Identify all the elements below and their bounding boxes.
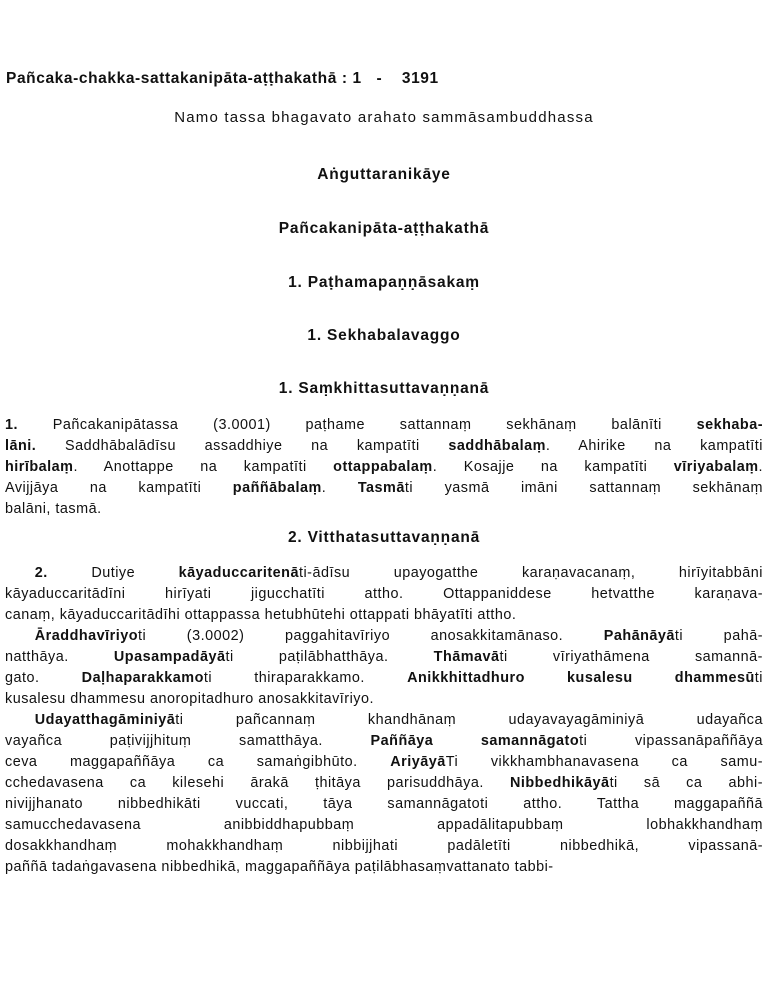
bold-term: Nibbedhikāyā [509,775,610,791]
text-run: kusalesu dhammesu anoropitadhuro anosakkitavīriyo. [5,691,374,707]
text-run: kāyaduccaritādīni hirīyati jigucchatīti attho. Ottappaniddese hetvatthe karaṇava- [5,586,763,602]
text-run: balāni, tasmā. [5,501,102,517]
text-run: ti-ādīsu upayogatthe karaṇavacanaṃ, hirīyitabbāni [298,565,763,581]
running-header: Pañcaka-chakka-sattakanipāta-aṭṭhakathā : 1 - 3191 [6,70,439,87]
paragraph-sutta-2 [5,563,763,878]
bold-term: kāyaduccaritenā [178,565,299,581]
bold-term: 2. [34,565,48,581]
text-line [5,563,763,584]
text-line [5,499,763,520]
text-run: . [758,459,763,475]
text-line [5,815,763,836]
text-run: ti paṭilābhatthāya. [225,649,434,665]
text-run: Dutiye [47,565,179,581]
bold-term: sekhaba- [696,417,763,433]
text-run: samucchedavasena anibbiddhapubbaṃ appadālitapubbaṃ lobhakkhandhaṃ [5,817,763,833]
text-run: . [321,480,358,496]
bold-term: Ariyāyā [390,754,446,770]
text-run: vayañca paṭivijjhituṃ samatthāya. [5,733,371,749]
bold-term: 1. [5,417,53,433]
text-run: ti vīriyathāmena samannā- [499,649,763,665]
text-line [5,457,763,478]
text-run: ti pañcannaṃ khandhānaṃ udayavayagāminiyā udayañca [175,712,763,728]
text-line [5,731,763,752]
book-title: Pañcakanipāta-aṭṭhakathā [278,220,490,237]
text-run: Pañcakanipātassa (3.0001) paṭhame sattannaṃ sekhānaṃ balānīti [52,417,697,433]
text-line [5,710,763,731]
text-line [5,794,763,815]
text-line [5,773,763,794]
bold-term: ottappabalaṃ [333,459,433,475]
text-run: ti pahā- [674,628,763,644]
bold-term: Pahānāyā [603,628,675,644]
text-run: gato. [5,670,82,686]
text-run [5,565,35,581]
text-line [5,836,763,857]
bold-term: saddhābalaṃ [448,438,546,454]
text-run: Avijjāya na kampatīti [5,480,233,496]
text-line [5,689,763,710]
text-line [5,752,763,773]
text-run: ti (3.0002) paggahitavīriyo anosakkitamānaso. [138,628,604,644]
bold-term: Upasampadāyā [113,649,226,665]
bold-term: Daḷhaparakkamo [81,670,204,686]
bold-term: Tasmā [357,480,405,496]
bold-term: paññābalaṃ [232,480,322,496]
text-line [5,647,763,668]
text-line [5,857,763,878]
bold-term: Thāmavā [433,649,500,665]
text-run: nivijjhanato nibbedhikāti vuccati, tāya samannāgatoti attho. Tattha maggapaññā [5,796,763,812]
text-line [5,436,763,457]
vagga-title: 1. Sekhabalavaggo [307,327,461,344]
text-run: ti sā ca abhi- [609,775,763,791]
bold-term: Udayatthagāminiyā [34,712,176,728]
text-run: . Anottappe na kampatīti [73,459,334,475]
text-run: Saddhābalādīsu assaddhiye na kampatīti [36,438,449,454]
bold-term: hirībalaṃ [5,459,74,475]
text-run: ceva maggapaññāya ca samaṅgibhūto. [5,754,391,770]
sutta-2-title: 2. Vitthatasuttavaṇṇanā [287,529,481,546]
text-run [5,628,35,644]
text-line [5,415,763,436]
text-run: . Kosajje na kampatīti [432,459,674,475]
bold-term: vīriyabalaṃ [673,459,759,475]
text-line [5,478,763,499]
text-run: Ti vikkhambhanavasena ca samu- [445,754,763,770]
text-run: natthāya. [5,649,114,665]
sutta-1-title: 1. Saṃkhittasuttavaṇṇanā [278,380,490,397]
text-run: cchedavasena ca kilesehi ārakā ṭhitāya parisuddhāya. [5,775,510,791]
section-title: 1. Paṭhamapaṇṇāsakaṃ [288,274,480,291]
collection-title: Aṅguttaranikāye [317,166,451,183]
text-line [5,668,763,689]
bold-term: Āraddhavīriyo [34,628,139,644]
text-run: ti yasmā imāni sattannaṃ sekhānaṃ [404,480,763,496]
text-line [5,584,763,605]
text-line [5,626,763,647]
text-run: ti vipassanāpaññāya [579,733,763,749]
bold-term: Anikkhittadhuro kusalesu dhammesū [407,670,755,686]
text-run: paññā tadaṅgavasena nibbedhikā, maggapaññāya paṭilābhasaṃvattanato tabbi- [5,859,554,875]
text-line [5,605,763,626]
text-run: canaṃ, kāyaduccaritādīhi ottappassa hetubhūtehi ottappati bhāyatīti attho. [5,607,517,623]
text-run: . Ahirike na kampatīti [545,438,764,454]
bold-term: lāni. [5,438,37,454]
namo-invocation: Namo tassa bhagavato arahato sammāsambuddhassa [174,109,594,126]
text-run: dosakkhandhaṃ mohakkhandhaṃ nibbijjhati padāletīti nibbedhikā, vipassanā- [5,838,763,854]
text-run: ti [754,670,763,686]
text-run [5,712,35,728]
paragraph-sutta-1 [5,415,763,520]
text-run: ti thiraparakkamo. [203,670,408,686]
bold-term: Paññāya samannāgato [370,733,580,749]
